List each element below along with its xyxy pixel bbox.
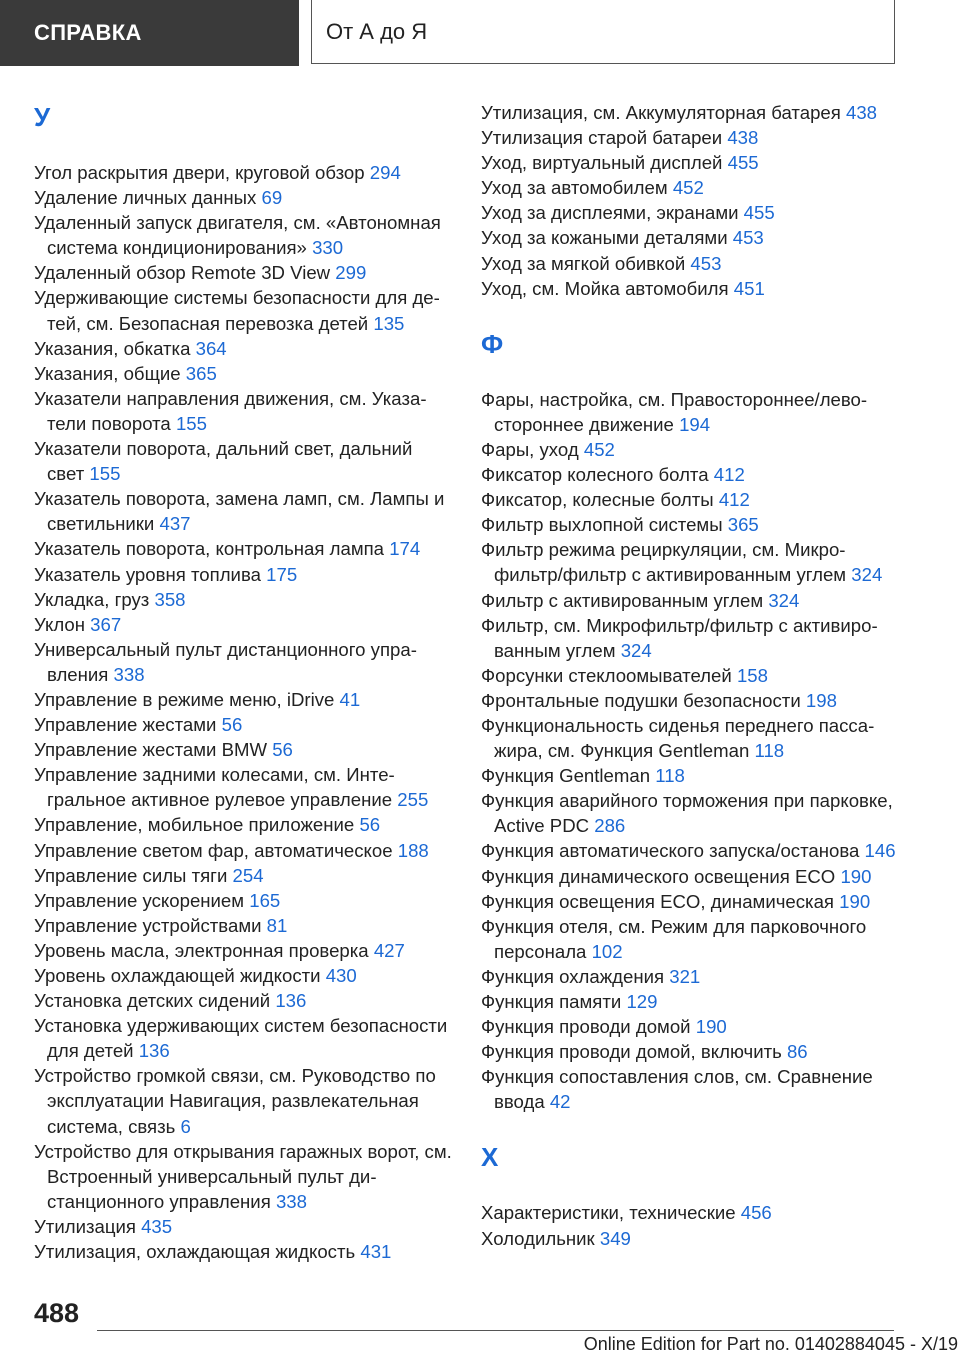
index-entry-text: Управление жестами BMW <box>34 739 268 761</box>
page-header <box>0 0 960 66</box>
index-entry-text: Функция автоматического запуска/останова <box>481 840 860 862</box>
index-letter-heading: Ф <box>481 328 504 359</box>
index-entry-text: Утилизация старой батареи <box>481 127 723 149</box>
index-entry-text: Функция проводи домой <box>481 1016 691 1038</box>
index-entry <box>34 888 454 913</box>
index-entry-text: Уклон <box>34 613 85 635</box>
index-page-link[interactable]: 86 <box>786 1041 808 1063</box>
index-page-link[interactable]: 324 <box>851 564 883 586</box>
index-page-link[interactable]: 437 <box>159 513 191 535</box>
index-entry <box>481 788 901 838</box>
index-entry-text: Указатели направления движения, см. Указатели поворота <box>34 387 427 434</box>
index-entry-text: Функциональность сиденья переднего пассажира, см. Функция Gentleman <box>481 714 875 762</box>
index-entry-text: Управление светом фар, автоматическое <box>34 839 393 861</box>
index-entry <box>34 737 454 762</box>
index-page-link[interactable]: 364 <box>195 337 227 359</box>
index-entry-text: Функция аварийного торможения при парковке, Active PDC <box>481 790 893 837</box>
index-entry <box>34 1013 454 1063</box>
index-page-link[interactable]: 165 <box>249 889 281 911</box>
footer-edition: Online Edition for Part no. 01402884045 - X/19 <box>583 1334 958 1354</box>
index-entry <box>481 175 901 200</box>
index-entry <box>481 387 901 437</box>
index-page-link[interactable]: 56 <box>359 814 381 836</box>
index-page-link[interactable]: 135 <box>373 312 405 334</box>
index-entry-text: Указатель поворота, контрольная лампа <box>34 538 385 560</box>
index-entry <box>34 562 454 587</box>
index-entry <box>481 838 901 863</box>
index-entry-text: Функция освещения ECO, динамическая <box>481 890 834 912</box>
index-entry-text: Указания, общие <box>34 362 181 384</box>
index-entry <box>481 1064 901 1114</box>
index-page-link[interactable]: 56 <box>272 739 293 761</box>
index-entry <box>34 938 454 963</box>
index-entry <box>481 713 901 763</box>
index-entry <box>481 1014 901 1039</box>
index-entry <box>481 437 901 462</box>
index-entry <box>34 336 454 361</box>
index-entry-text: Указатель уровня топлива <box>34 563 261 585</box>
index-entry-text: Уход, см. Мойка автомобиля <box>481 277 729 299</box>
index-entry <box>34 1063 454 1138</box>
index-page-link[interactable]: 155 <box>89 463 121 485</box>
index-entry-text: Уход за мягкой обивкой <box>481 252 686 274</box>
footer-divider <box>97 1330 894 1331</box>
index-entry <box>34 988 454 1013</box>
index-entry <box>481 989 901 1014</box>
index-entry <box>34 1214 454 1239</box>
index-entry-text: Угол раскрытия двери, круговой обзор <box>34 162 365 183</box>
index-entry <box>34 260 454 285</box>
section-title: От А до Я <box>311 0 895 64</box>
index-entry <box>34 963 454 988</box>
index-page-link[interactable]: 431 <box>360 1241 392 1263</box>
index-entry-text: Уход за кожаными деталями <box>481 227 728 249</box>
index-entry-text: Удаленный обзор Remote 3D View <box>34 262 331 284</box>
index-page-link[interactable]: 349 <box>599 1227 631 1249</box>
index-page-link[interactable]: 174 <box>389 538 421 560</box>
index-entry-text: Утилизация, охлаждающая жидкость <box>34 1241 356 1263</box>
index-entry-text: Функция сопоставления слов, см. Сравнение ввода <box>481 1066 873 1113</box>
index-entry-text: Функция проводи домой, включить <box>481 1041 782 1063</box>
index-entry-text: Управление жестами <box>34 714 217 736</box>
index-page-link[interactable]: 338 <box>275 1190 307 1212</box>
index-page-link[interactable]: 190 <box>840 865 872 887</box>
index-page-link[interactable]: 365 <box>727 514 759 536</box>
index-entry-text: Характеристики, технические <box>481 1202 736 1224</box>
index-entry <box>34 762 454 812</box>
index-page-link[interactable]: 324 <box>768 589 800 611</box>
index-entry-text: Управление силы тяги <box>34 864 228 886</box>
index-entry <box>34 863 454 888</box>
index-entry-text: Удерживающие системы безопасности для детей, см. Безопасная перевозка детей <box>34 287 440 334</box>
index-page-link[interactable]: 452 <box>583 438 615 460</box>
index-entry-text: Функция охлаждения <box>481 965 665 987</box>
index-entry-text: Утилизация <box>34 1215 136 1237</box>
index-entry <box>481 100 901 125</box>
index-entry-text: Указатель поворота, замена ламп, см. Лампы и светильники <box>34 488 445 535</box>
index-entry-text: Установка детских сидений <box>34 990 271 1012</box>
index-page-link[interactable]: 452 <box>672 177 704 199</box>
index-entry-text: Уход за дисплеями, экранами <box>481 202 739 224</box>
index-page-link[interactable]: 136 <box>138 1040 170 1062</box>
index-page-link[interactable]: 81 <box>266 914 288 936</box>
index-entry-text: Уход, виртуальный дисплей <box>481 152 723 174</box>
index-entry-text: Фары, уход <box>481 438 579 460</box>
index-entry-text: Указания, обкатка <box>34 337 191 359</box>
index-page-link[interactable]: 453 <box>690 252 722 274</box>
index-entry <box>481 125 901 150</box>
index-page-link[interactable]: 146 <box>864 840 896 862</box>
index-entry <box>34 536 454 561</box>
index-entry <box>481 1226 901 1251</box>
index-entry <box>34 486 454 536</box>
index-page-link[interactable]: 190 <box>839 890 871 912</box>
index-entry-text: Установка удерживающих систем безопасности для детей <box>34 1015 448 1062</box>
index-entry <box>481 150 901 175</box>
index-page-link[interactable]: 102 <box>591 940 623 962</box>
index-entry <box>34 838 454 863</box>
index-entry-text: Фары, настройка, см. Правостороннее/левостороннее движение <box>481 388 868 435</box>
index-entry <box>481 462 901 487</box>
index-entry-text: Фронтальные подушки безопасности <box>481 689 801 711</box>
index-entry <box>34 637 454 687</box>
index-entry-text: Холодильник <box>481 1227 595 1249</box>
index-entry <box>34 687 454 712</box>
index-entry-text: Управление в режиме меню, iDrive <box>34 688 335 710</box>
index-page-link[interactable]: 453 <box>732 227 764 249</box>
index-entry-text: Фильтр выхлопной системы <box>481 514 723 536</box>
index-page-link[interactable]: 129 <box>626 991 658 1012</box>
index-entry <box>481 487 901 512</box>
index-entry <box>34 185 454 210</box>
index-letter-heading: Х <box>481 1142 499 1173</box>
index-entry-text: Фиксатор колесного болта <box>481 464 709 486</box>
index-page-link[interactable]: 435 <box>141 1215 173 1237</box>
index-entry-text: Устройство для открывания гаражных ворот, см. Встроенный универсальный пульт дистанционного управления <box>34 1140 452 1212</box>
index-entry <box>34 1139 454 1214</box>
index-page-link[interactable]: 69 <box>261 187 283 209</box>
index-page-link[interactable]: 118 <box>655 765 685 787</box>
index-page-link[interactable]: 194 <box>679 413 711 435</box>
index-page-link[interactable]: 6 <box>180 1115 191 1137</box>
index-letter-heading: У <box>34 102 51 132</box>
index-entry <box>481 914 901 964</box>
index-page-link[interactable]: 255 <box>397 789 429 811</box>
index-entry <box>34 913 454 938</box>
index-entry-text: Функция Gentleman <box>481 765 651 787</box>
index-entry-text: Управление задними колесами, см. Интегральное активное рулевое управление <box>34 764 395 811</box>
index-page-link[interactable]: 321 <box>669 965 701 987</box>
index-entry-text: Универсальный пульт дистанционного управления <box>34 638 417 685</box>
index-entry-text: Управление, мобильное приложение <box>34 814 355 836</box>
index-entry <box>481 864 901 889</box>
index-page-link[interactable]: 324 <box>620 639 652 661</box>
index-entry-text: Фиксатор, колесные болты <box>481 489 714 511</box>
index-page-link[interactable]: 158 <box>736 664 768 686</box>
index-entry <box>481 763 901 788</box>
index-page-link[interactable]: 365 <box>185 362 217 384</box>
index-entry <box>481 663 901 688</box>
index-entry <box>481 1200 901 1225</box>
index-page-link[interactable]: 456 <box>740 1202 772 1224</box>
index-entry <box>34 812 454 837</box>
section-tab: СПРАВКА <box>0 0 299 66</box>
index-entry-text: Уровень масла, электронная проверка <box>34 939 369 961</box>
index-entry <box>481 889 901 914</box>
index-page-link[interactable]: 430 <box>325 965 357 986</box>
index-entry-text: Фильтр режима рециркуляции, см. Микрофильтр/фильтр с активированным углем <box>481 539 847 586</box>
index-page-link[interactable]: 455 <box>727 152 759 174</box>
index-entry <box>481 251 901 276</box>
index-entry <box>34 361 454 386</box>
index-entry <box>34 612 454 637</box>
index-entry <box>34 386 454 436</box>
index-entry-text: Удаленный запуск двигателя, см. «Автономная система кондиционирования» <box>34 212 441 259</box>
index-entry-text: Укладка, груз <box>34 588 150 610</box>
index-page-link[interactable]: 451 <box>733 277 765 299</box>
index-page-link[interactable]: 412 <box>718 489 750 511</box>
index-entry-text: Управление устройствами <box>34 914 262 936</box>
index-entry <box>34 210 454 260</box>
index-entry <box>481 964 901 989</box>
index-column-right <box>481 100 901 1251</box>
index-entry-text: Уход за автомобилем <box>481 177 668 199</box>
index-entry <box>481 537 901 587</box>
index-entry <box>481 512 901 537</box>
index-page-link[interactable]: 198 <box>805 689 837 711</box>
index-page-link[interactable]: 56 <box>221 714 243 736</box>
index-page-link[interactable]: 367 <box>90 613 122 635</box>
index-entry-text: Форсунки стеклоомывателей <box>481 664 732 686</box>
index-entry-text: Удаление личных данных <box>34 187 257 209</box>
index-page-link[interactable]: 299 <box>335 262 367 284</box>
index-page-link[interactable]: 294 <box>369 162 401 183</box>
index-page-link[interactable]: 188 <box>397 839 429 861</box>
index-page-link[interactable]: 136 <box>275 990 307 1012</box>
index-entry <box>481 1039 901 1064</box>
index-entry-text: Функция отеля, см. Режим для парковочного персонала <box>481 915 867 962</box>
index-entry <box>481 588 901 613</box>
index-entry <box>34 587 454 612</box>
index-entry-text: Функция динамического освещения ECO <box>481 865 836 887</box>
index-entry-text: Утилизация, см. Аккумуляторная батарея <box>481 102 841 123</box>
index-page-link[interactable]: 155 <box>175 412 207 434</box>
index-entry <box>34 285 454 335</box>
index-page-link[interactable]: 118 <box>754 740 785 762</box>
index-entry-text: Указатели поворота, дальний свет, дальний свет <box>34 438 413 485</box>
index-entry <box>34 436 454 486</box>
index-page-link[interactable]: 438 <box>727 127 759 149</box>
index-entry <box>481 613 901 663</box>
index-entry-text: Управление ускорением <box>34 889 245 911</box>
index-entry-text: Устройство громкой связи, см. Руководство по эксплуатации Навигация, развлекательная система, связь <box>34 1065 436 1137</box>
index-page-link[interactable]: 175 <box>266 563 298 585</box>
index-entry-text: Фильтр, см. Микрофильтр/фильтр с активированным углем <box>481 614 878 661</box>
index-entry <box>481 688 901 713</box>
index-page-link[interactable]: 254 <box>232 864 264 886</box>
index-page-link[interactable]: 412 <box>713 464 745 486</box>
index-page-link[interactable]: 42 <box>549 1091 571 1113</box>
index-page-link[interactable]: 41 <box>339 688 361 710</box>
index-page-link[interactable]: 338 <box>113 663 145 685</box>
index-entry <box>481 200 901 225</box>
page-number: 488 <box>34 1298 80 1328</box>
index-entry-text: Фильтр с активированным углем <box>481 589 764 611</box>
index-column-left <box>34 100 454 1264</box>
index-page-link[interactable]: 330 <box>312 237 344 259</box>
index-page-link[interactable]: 358 <box>154 588 186 610</box>
index-entry-text: Уровень охлаждающей жидкости <box>34 965 321 986</box>
index-entry <box>34 1239 454 1264</box>
index-page-link[interactable]: 455 <box>743 202 775 224</box>
index-page-link[interactable]: 286 <box>594 815 626 837</box>
index-entry <box>481 225 901 250</box>
index-entry <box>34 712 454 737</box>
index-entry <box>481 276 901 301</box>
index-entry-text: Функция памяти <box>481 991 622 1012</box>
index-page-link[interactable]: 438 <box>846 102 878 123</box>
index-page-link[interactable]: 427 <box>373 939 405 961</box>
index-entry <box>34 160 454 185</box>
index-page-link[interactable]: 190 <box>695 1016 727 1038</box>
